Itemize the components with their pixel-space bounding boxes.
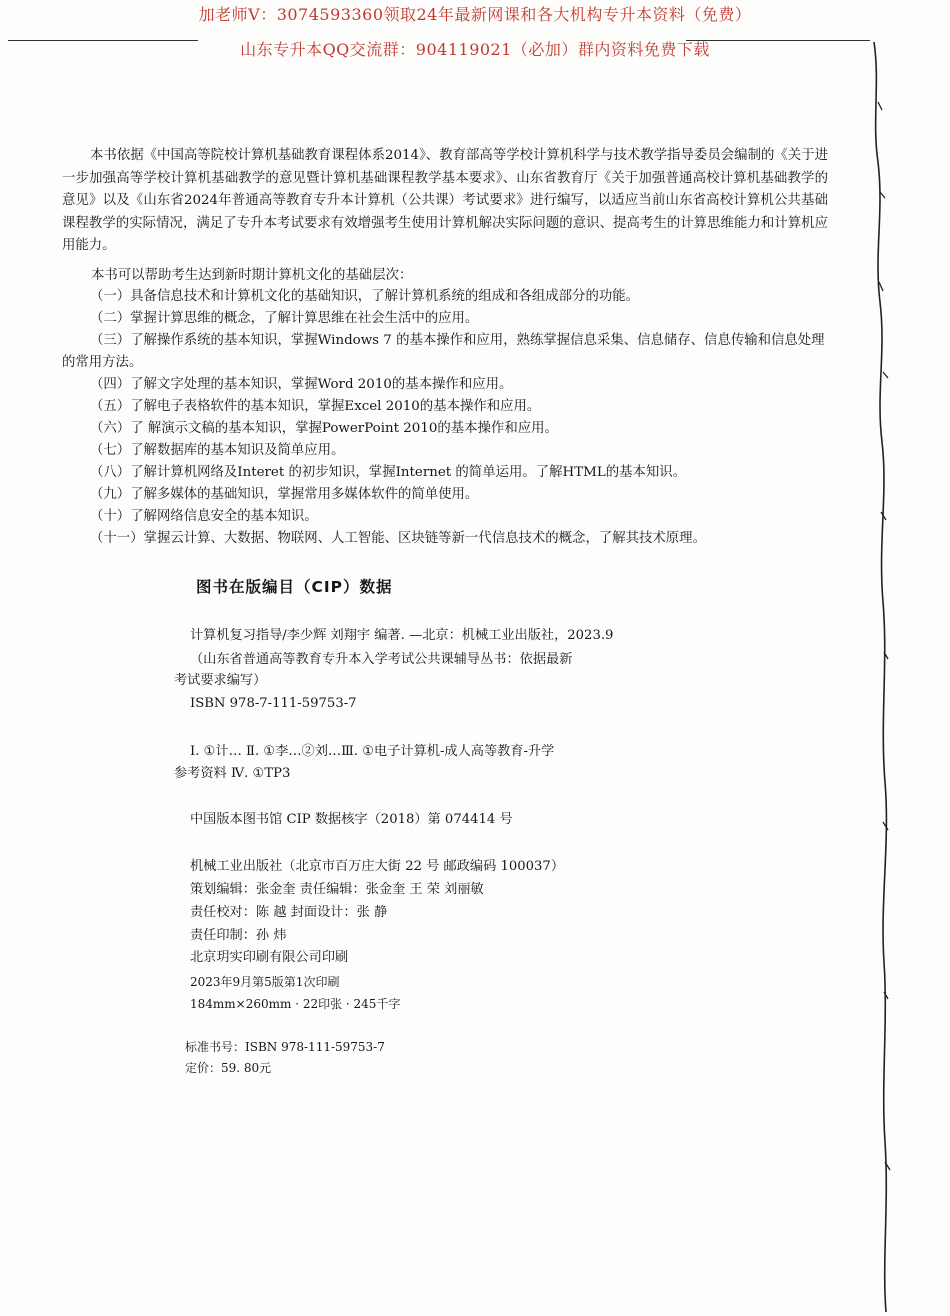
list-item: （十一）掌握云计算、大数据、物联网、人工智能、区块链等新一代信息技术的概念，了解其技术原理。 <box>90 531 706 546</box>
list-item: （五）了解电子表格软件的基本知识，掌握Excel 2010的基本操作和应用。 <box>90 399 541 414</box>
intro-paragraph: 本书依据《中国高等院校计算机基础教育课程体系2014》、教育部高等学校计算机科学与技术教学指导委员会编制的《关于进一步加强高等学校计算机基础教学的意见暨计算机基础课程教学基本要求》、山东省教育厅《关于加强普通高校计算机基础教学的意见》以及《山东省2024年普通高等教育专升本计算机（公共课）考试要求》进行编写，以适应当前山东省高校计算机公共基础课程教学的实际情况，满足了专升本考试要求有效增强考生使用计算机解决实际问题的意识、提高考生的计算思维能力和计算机应用能力。 <box>62 148 828 253</box>
cip-number: 中国版本图书馆 CIP 数据核字（2018）第 074414 号 <box>190 812 513 827</box>
goals-list <box>62 286 828 550</box>
book-format: 184mm×260mm · 22印张 · 245千字 <box>190 997 401 1011</box>
cip-line-series-cont: 考试要求编写） <box>174 673 267 688</box>
publisher-name: 机械工业出版社（北京市百万庄大街 22 号 邮政编码 100037） <box>190 859 565 874</box>
list-item: （六）了 解演示文稿的基本知识，掌握PowerPoint 2010的基本操作和应用。 <box>90 421 558 436</box>
list-item: （九）了解多媒体的基础知识，掌握常用多媒体软件的简单使用。 <box>90 487 479 502</box>
standard-book-number: 标准书号：ISBN 978-111-59753-7 <box>185 1040 385 1054</box>
watermark-banner-line2: 山东专升本QQ交流群：904119021（必加）群内资料免费下载 <box>240 40 710 59</box>
list-item: （四）了解文字处理的基本知识，掌握Word 2010的基本操作和应用。 <box>90 377 513 392</box>
editors: 策划编辑：张金奎 责任编辑：张金奎 王 荣 刘丽敏 <box>190 882 484 897</box>
cip-title: 图书在版编目（CIP）数据 <box>196 578 393 596</box>
list-item: （一）具备信息技术和计算机文化的基础知识，了解计算机系统的组成和各组成部分的功能。 <box>90 289 640 304</box>
cip-line-series: （山东省普通高等教育专升本入学考试公共课辅导丛书：依据最新 <box>190 652 573 667</box>
edition: 2023年9月第5版第1次印刷 <box>190 975 340 989</box>
cip-line-title: 计算机复习指导/李少辉 刘翔宇 编著. —北京：机械工业出版社，2023.9 <box>190 628 614 643</box>
goals-lead: 本书可以帮助考生达到新时期计算机文化的基础层次： <box>91 268 413 283</box>
proofreader-designer: 责任校对：陈 越 封面设计：张 静 <box>190 905 388 920</box>
list-item: （八）了解计算机网络及Interet 的初步知识，掌握Internet 的简单运用。了解HTML的基本知识。 <box>90 465 687 480</box>
scan-edge-shadow <box>868 42 898 1312</box>
print-manager: 责任印制：孙 炜 <box>190 928 287 943</box>
list-item: （十）了解网络信息安全的基本知识。 <box>90 509 318 524</box>
price: 定价：59. 80元 <box>185 1061 272 1075</box>
watermark-banner-line1: 加老师V：3074593360领取24年最新网课和各大机构专升本资料（免费） <box>198 5 752 24</box>
list-item: （三）了解操作系统的基本知识，掌握Windows 7 的基本操作和应用，熟练掌握信息采集、信息储存、信息传输和信息处理的常用方法。 <box>62 333 825 370</box>
cip-classification: Ⅰ. ①计… Ⅱ. ①李…②刘…Ⅲ. ①电子计算机-成人高等教育-升学 <box>190 744 555 759</box>
list-item: （二）掌握计算思维的概念，了解计算思维在社会生活中的应用。 <box>90 311 479 326</box>
cip-isbn: ISBN 978-7-111-59753-7 <box>190 696 357 711</box>
printer: 北京玥实印刷有限公司印刷 <box>190 950 349 965</box>
cip-classification-cont: 参考资料 Ⅳ. ①TP3 <box>174 766 291 781</box>
list-item: （七）了解数据库的基本知识及简单应用。 <box>90 443 345 458</box>
